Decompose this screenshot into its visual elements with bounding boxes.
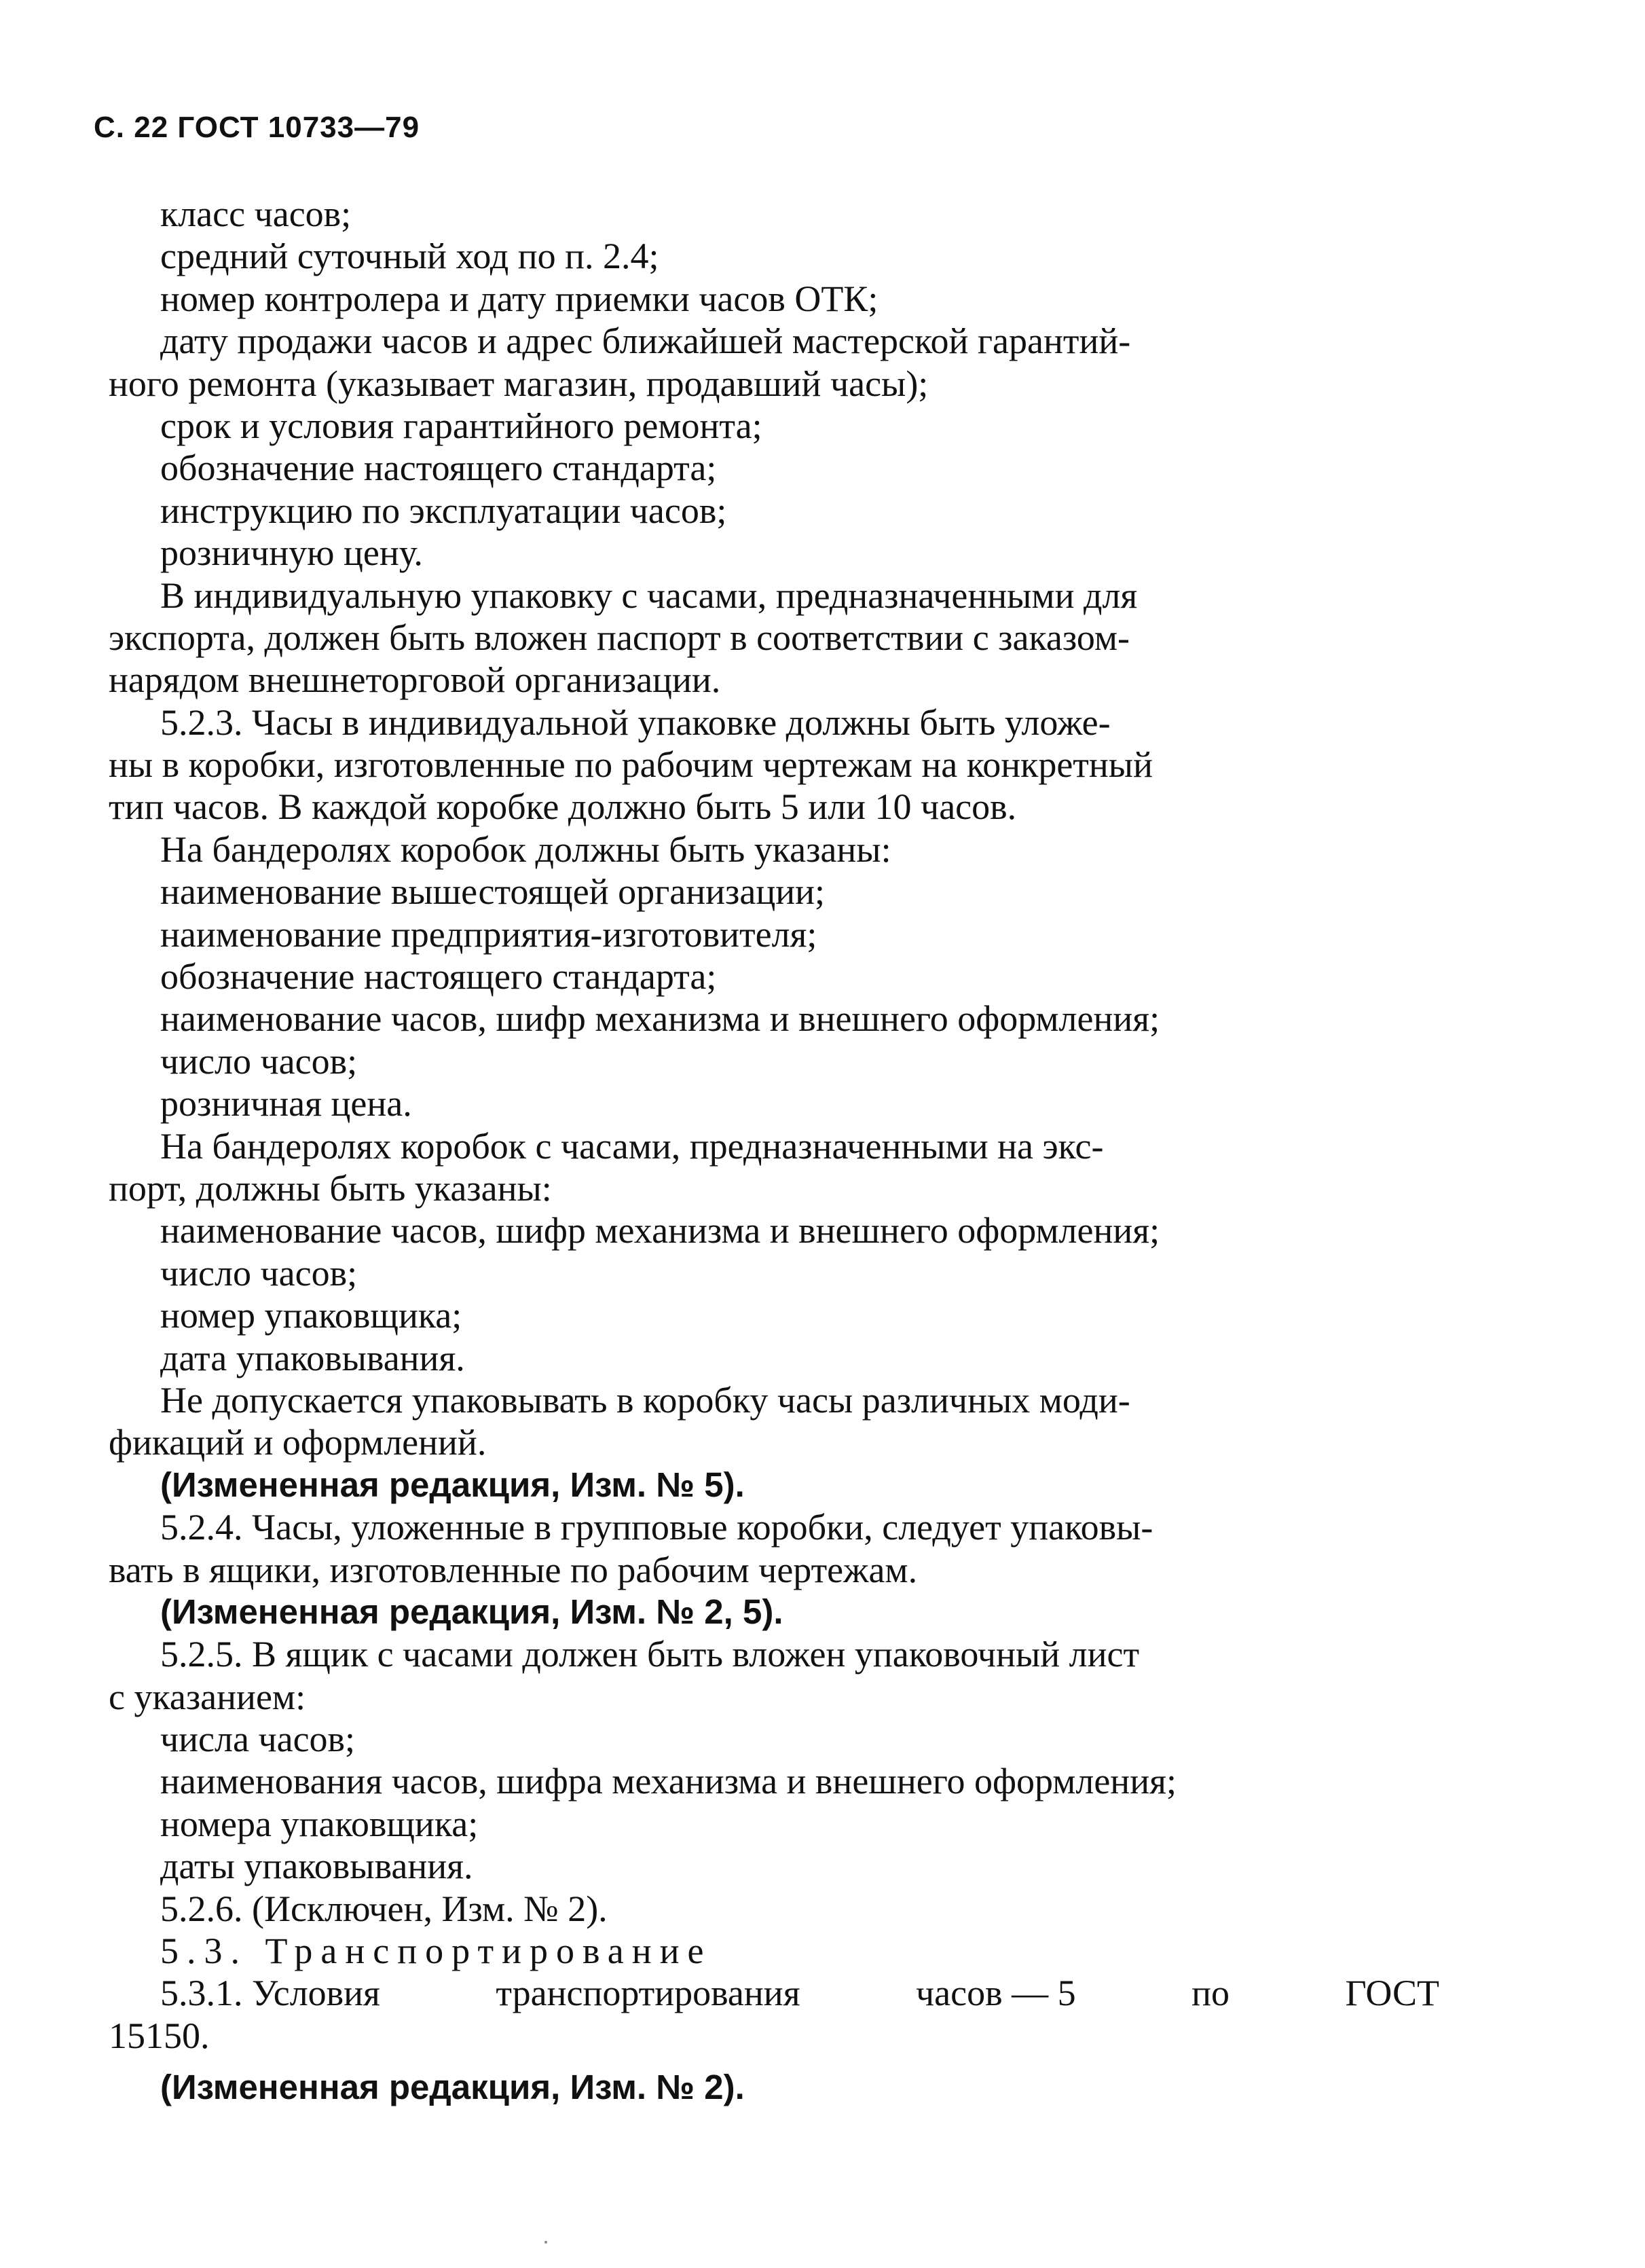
text-line: наименование часов, шифр механизма и внешнего оформления; [160, 998, 1160, 1040]
clause-5-3-1 [109, 1972, 1439, 2014]
text-line: число часов; [160, 1252, 358, 1294]
text-line: Не допускается упаковывать в коробку часы различных моди- [160, 1379, 1130, 1421]
text-line: розничная цена. [160, 1083, 412, 1124]
text-line: число часов; [160, 1040, 358, 1082]
amendment-note: (Измененная редакция, Изм. № 5). [160, 1465, 745, 1504]
text-line: даты упаковывания. [160, 1846, 473, 1887]
text-line: 5.2.4. Часы, уложенные в групповые коробки, следует упаковы- [160, 1507, 1153, 1548]
text-line: вать в ящики, изготовленные по рабочим чертежам. [109, 1549, 918, 1590]
document-body [109, 193, 1439, 2109]
text-line: дата упаковывания. [160, 1337, 465, 1378]
text-line: 5.2.5. В ящик с часами должен быть вложен упаковочный лист [160, 1634, 1140, 1675]
text-line: средний суточный ход по п. 2.4; [160, 236, 659, 277]
text-line: тип часов. В каждой коробке должно быть 5 или 10 часов. [109, 786, 1017, 828]
text-line: ного ремонта (указывает магазин, продавший часы); [109, 363, 929, 404]
excluded-clause: 5.2.6. (Исключен, Изм. № 2). [160, 1888, 608, 1929]
text-line: номер контролера и дату приемки часов ОТК; [160, 278, 879, 319]
amendment-note: (Измененная редакция, Изм. № 2). [160, 2068, 745, 2107]
text-line: нарядом внешнеторговой организации. [109, 659, 721, 701]
text-line: наименование часов, шифр механизма и внешнего оформления; [160, 1210, 1160, 1251]
text-line: наименование вышестоящей организации; [160, 871, 826, 913]
text-line: инструкцию по эксплуатации часов; [160, 490, 727, 531]
clause-word: ГОСТ [1345, 1973, 1439, 2014]
text-line: экспорта, должен быть вложен паспорт в соответствии с заказом- [109, 617, 1130, 658]
text-line: розничную цену. [160, 532, 423, 574]
text-line: 15150. [109, 2015, 210, 2056]
clause-word: часов — 5 [916, 1973, 1076, 2014]
text-line: наименования часов, шифра механизма и внешнего оформления; [160, 1761, 1177, 1802]
text-line: числа часов; [160, 1719, 356, 1760]
text-line: На бандеролях коробок должны быть указаны: [160, 828, 891, 870]
text-line: обозначение настоящего стандарта; [160, 447, 717, 489]
text-line: В индивидуальную упаковку с часами, предназначенными для [160, 574, 1138, 616]
text-line: 5.2.3. Часы в индивидуальной упаковке должны быть уложе- [160, 701, 1111, 743]
text-line: На бандеролях коробок с часами, предназначенными на экс- [160, 1125, 1104, 1167]
text-line: класс часов; [160, 194, 352, 234]
clause-word: транспортирования [496, 1973, 800, 2014]
clause-word: по [1191, 1973, 1230, 2014]
text-line: порт, должны быть указаны: [109, 1167, 552, 1209]
amendment-note: (Измененная редакция, Изм. № 2, 5). [160, 1592, 783, 1631]
page-header: С. 22 ГОСТ 10733—79 [94, 111, 420, 144]
text-line: с указанием: [109, 1676, 306, 1717]
section-heading: 5.3. Транспортирование [160, 1931, 712, 1972]
text-line: ны в коробки, изготовленные по рабочим чертежам на конкретный [109, 744, 1153, 786]
text-line: обозначение настоящего стандарта; [160, 956, 717, 998]
text-line: номера упаковщика; [160, 1803, 479, 1844]
clause-word: 5.3.1. Условия [160, 1973, 380, 2014]
text-line: дату продажи часов и адрес ближайшей мастерской гарантий- [160, 321, 1131, 362]
text-line: номер упаковщика; [160, 1295, 462, 1336]
text-line: срок и условия гарантийного ремонта; [160, 405, 762, 446]
text-line: фикаций и оформлений. [109, 1422, 487, 1463]
scan-speck [544, 2241, 547, 2244]
text-line: наименование предприятия-изготовителя; [160, 913, 817, 955]
